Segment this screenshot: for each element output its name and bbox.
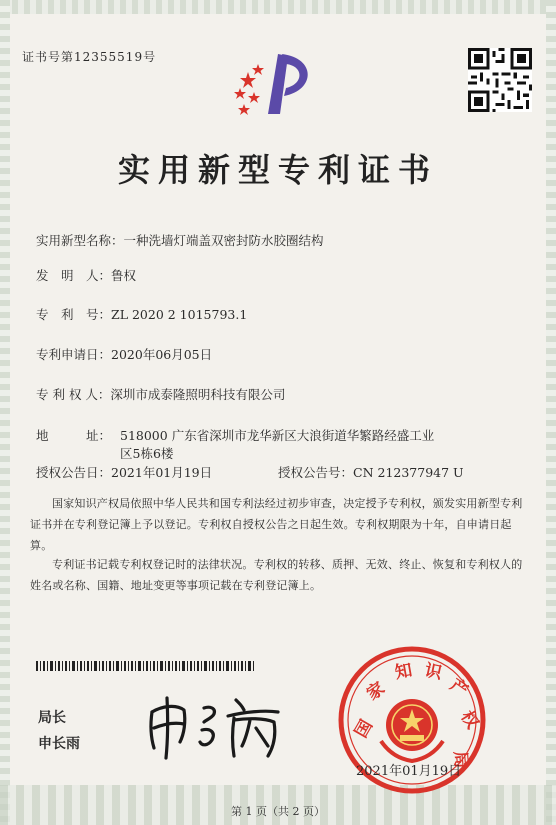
address-line-2: 区5栋6楼	[120, 446, 174, 461]
address-line-1: 518000 广东省深圳市龙华新区大浪街道华繁路经盛工业	[120, 428, 435, 443]
field-value: 一种洗墙灯端盖双密封防水胶圈结构	[123, 233, 324, 248]
field-value: 鲁权	[111, 268, 137, 283]
field-patentee	[36, 385, 285, 405]
field-label: 实用新型名称：	[36, 233, 124, 248]
barcode-icon	[36, 661, 254, 671]
field-label: 发 明 人：	[36, 268, 112, 283]
decorative-border-right	[546, 0, 556, 825]
director-title: 局长	[38, 710, 66, 726]
svg-text:局: 局	[449, 750, 471, 769]
field-value: ZL 2020 2 1015793.1	[111, 307, 248, 322]
seal-date: 2021年01月19日	[356, 764, 462, 779]
field-utility-model-name	[36, 231, 324, 251]
field-value: CN 212377947 U	[353, 465, 464, 480]
handwritten-signature	[140, 690, 290, 760]
field-label: 地 址：	[36, 428, 112, 443]
decorative-border-left	[0, 0, 10, 825]
paragraph-legal-status: 专利证书记载专利权登记时的法律状况。专利权的转移、质押、无效、终止、恢复和专利权人的姓名或名称、国籍、地址变更等事项记载在专利登记簿上。	[30, 558, 523, 592]
decorative-border-top	[0, 0, 556, 14]
field-grant-date	[36, 463, 212, 483]
svg-text:权: 权	[456, 707, 483, 733]
field-patent-number	[36, 305, 247, 325]
field-label: 专利申请日：	[36, 347, 112, 362]
cnipa-logo-icon	[226, 44, 326, 124]
page-number: 第 1 页（共 2 页）	[231, 805, 325, 818]
field-value: 2020年06月05日	[111, 347, 213, 362]
svg-text:国: 国	[351, 716, 378, 742]
field-value: 深圳市成泰隆照明科技有限公司	[110, 387, 286, 402]
certificate-number: 证书号第12355519号	[22, 50, 157, 64]
qr-code-icon	[468, 48, 532, 112]
field-value: 2021年01月19日	[111, 465, 213, 480]
paragraph-grant-statement: 国家知识产权局依照中华人民共和国专利法经过初步审查，决定授予专利权，颁发实用新型专利证书并在专利登记簿上予以登记。专利权自授权公告之日起生效。专利权期限为十年，自申请日起算。	[30, 497, 523, 552]
document-title: 实用新型专利证书	[117, 151, 438, 189]
field-label: 授权公告日：	[36, 465, 112, 480]
svg-text:知: 知	[393, 660, 414, 684]
field-label: 专 利 号：	[36, 307, 112, 322]
director-name: 申长雨	[38, 736, 80, 752]
field-label: 专 利 权 人：	[36, 387, 111, 402]
svg-text:识: 识	[422, 660, 444, 684]
field-label: 授权公告号：	[278, 465, 354, 480]
field-grant-number	[278, 463, 464, 483]
field-address	[36, 426, 111, 446]
svg-text:产: 产	[446, 675, 472, 702]
field-inventor	[36, 266, 136, 286]
svg-text:家: 家	[363, 678, 389, 705]
field-filing-date	[36, 345, 212, 365]
